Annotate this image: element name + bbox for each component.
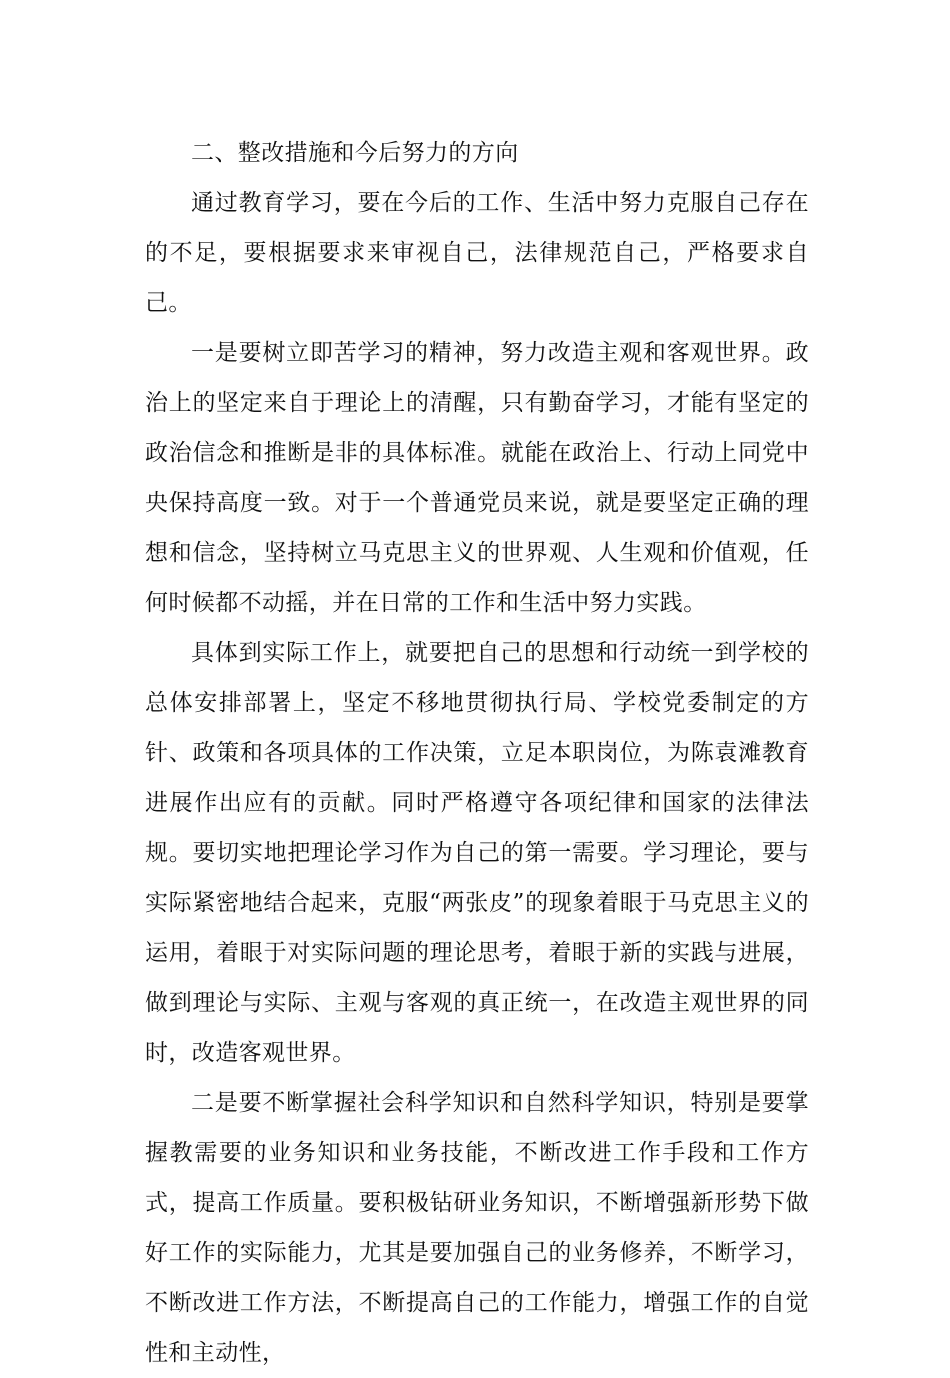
paragraph: 通过教育学习，要在今后的工作、生活中努力克服自己存在的不足，要根据要求来审视自己，法律规范自己，严格要求自己。	[145, 190, 809, 316]
paragraph: 二是要不断掌握社会科学知识和自然科学知识，特别是要掌握教需要的业务知识和业务技能，不断改进工作手段和工作方式，提高工作质量。要积极钻研业务知识，不断增强新形势下做好工作的实际能力，尤其是要加强自己的业务修养，不断学习，不断改进工作方法，不断提高自己的工作能力，增强工作的自觉性和主动性，	[145, 1090, 809, 1366]
paragraph: 一是要树立即苦学习的精神，努力改造主观和客观世界。政治上的坚定来自于理论上的清醒，只有勤奋学习，才能有坚定的政治信念和推断是非的具体标准。就能在政治上、行动上同党中央保持高度一致。对于一个普通党员来说，就是要坚定正确的理想和信念，坚持树立马克思主义的世界观、人生观和价值观，任何时候都不动摇，并在日常的工作和生活中努力实践。	[145, 340, 809, 616]
section-heading: 二、整改措施和今后努力的方向	[191, 140, 519, 166]
paragraph: 具体到实际工作上，就要把自己的思想和行动统一到学校的总体安排部署上，坚定不移地贯彻执行局、学校党委制定的方针、政策和各项具体的工作决策，立足本职岗位，为陈袁滩教育进展作出应有的贡献。同时严格遵守各项纪律和国家的法律法规。要切实地把理论学习作为自己的第一需要。学习理论，要与实际紧密地结合起来，克服“两张皮”的现象着眼于马克思主义的运用，着眼于对实际问题的理论思考，着眼于新的实践与进展，做到理论与实际、主观与客观的真正统一，在改造主观世界的同时，改造客观世界。	[145, 640, 809, 1066]
document-body	[145, 128, 809, 1378]
